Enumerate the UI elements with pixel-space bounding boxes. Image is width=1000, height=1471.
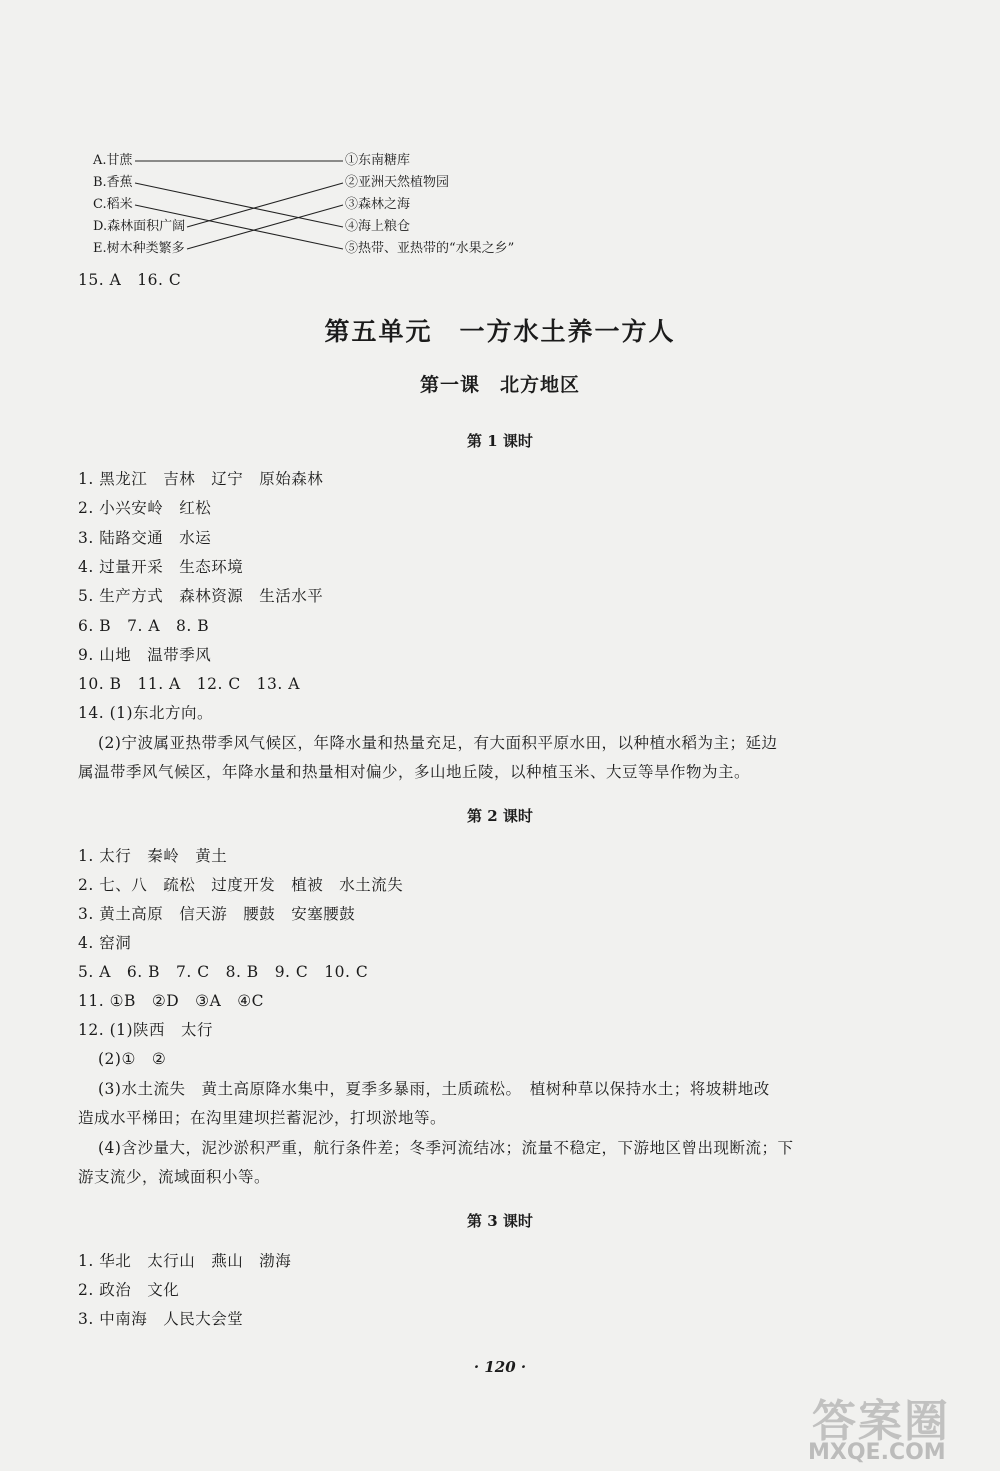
match-left-item: A.甘蔗 bbox=[93, 153, 133, 168]
match-left-item: C.稻米 bbox=[93, 197, 133, 212]
pre-answers: 15. A 16. C bbox=[78, 271, 182, 289]
lesson-title: 第一课 北方地区 bbox=[419, 374, 580, 396]
match-right-item: ⑤热带、亚热带的“水果之乡” bbox=[345, 241, 515, 256]
answer-line: 10. B 11. A 12. C 13. A bbox=[78, 675, 300, 693]
answer-line: 14. (1)东北方向。 bbox=[78, 704, 214, 722]
answer-line: 2. 政治 文化 bbox=[78, 1281, 180, 1299]
answer-line: 1. 华北 太行山 燕山 渤海 bbox=[78, 1252, 292, 1270]
match-connector-line bbox=[187, 205, 343, 249]
answer-line: 4. 窑洞 bbox=[78, 934, 132, 952]
match-connector-line bbox=[187, 183, 343, 227]
answer-line: 9. 山地 温带季风 bbox=[78, 646, 212, 664]
match-left-item: B.香蕉 bbox=[93, 175, 133, 190]
watermark-url: MXQE.COM bbox=[808, 1440, 946, 1465]
answer-line: 3. 中南海 人民大会堂 bbox=[78, 1310, 244, 1328]
answer-line: (3)水土流失 黄土高原降水集中，夏季多暴雨，土质疏松。 植树种草以保持水土；将坡耕地改 bbox=[98, 1080, 770, 1098]
page-number: · 120 · bbox=[473, 1358, 527, 1376]
match-right-item: ②亚洲天然植物园 bbox=[345, 175, 450, 190]
matching-lines bbox=[0, 0, 1000, 300]
match-right-item: ③森林之海 bbox=[345, 197, 411, 212]
answer-line: 1. 太行 秦岭 黄土 bbox=[78, 847, 228, 865]
section-title: 第 1 课时 bbox=[467, 432, 533, 450]
answer-line: 2. 小兴安岭 红松 bbox=[78, 499, 212, 517]
answer-line: 6. B 7. A 8. B bbox=[78, 617, 210, 635]
section-title: 第 2 课时 bbox=[467, 807, 533, 825]
match-right-item: ④海上粮仓 bbox=[345, 219, 411, 234]
match-connector-line bbox=[135, 205, 343, 249]
match-left-item: D.森林面积广阔 bbox=[93, 219, 186, 234]
answer-line: 5. A 6. B 7. C 8. B 9. C 10. C bbox=[78, 963, 369, 981]
answer-line: 属温带季风气候区，年降水量和热量相对偏少，多山地丘陵，以种植玉米、大豆等旱作物为主。 bbox=[78, 763, 751, 781]
answer-line: 4. 过量开采 生态环境 bbox=[78, 558, 244, 576]
answer-line: 3. 黄土高原 信天游 腰鼓 安塞腰鼓 bbox=[78, 905, 356, 923]
unit-title: 第五单元 一方水土养一方人 bbox=[324, 317, 676, 346]
answer-line: 5. 生产方式 森林资源 生活水平 bbox=[78, 587, 324, 605]
match-left-item: E.树木种类繁多 bbox=[93, 241, 185, 256]
answer-line: (2)宁波属亚热带季风气候区，年降水量和热量充足，有大面积平原水田，以种植水稻为主；延边 bbox=[98, 734, 778, 752]
answer-line: 游支流少，流域面积小等。 bbox=[78, 1168, 271, 1186]
answer-line: 3. 陆路交通 水运 bbox=[78, 529, 212, 547]
answer-line: 2. 七、八 疏松 过度开发 植被 水土流失 bbox=[78, 876, 404, 894]
answer-line: 造成水平梯田；在沟里建坝拦蓄泥沙，打坝淤地等。 bbox=[78, 1109, 447, 1127]
section-title: 第 3 课时 bbox=[467, 1212, 533, 1230]
answer-line: (4)含沙量大，泥沙淤积严重，航行条件差；冬季河流结冰；流量不稳定，下游地区曾出现断流；下 bbox=[98, 1139, 794, 1157]
answer-line: 12. (1)陕西 太行 bbox=[78, 1021, 214, 1039]
match-connector-line bbox=[135, 183, 343, 227]
match-right-item: ①东南糖库 bbox=[345, 153, 411, 168]
answer-line: 11. ①B ②D ③A ④C bbox=[78, 992, 265, 1010]
answer-line: 1. 黑龙江 吉林 辽宁 原始森林 bbox=[78, 470, 324, 488]
answer-line: (2)① ② bbox=[98, 1050, 167, 1068]
watermark-logo: 答案圈 bbox=[812, 1396, 950, 1447]
